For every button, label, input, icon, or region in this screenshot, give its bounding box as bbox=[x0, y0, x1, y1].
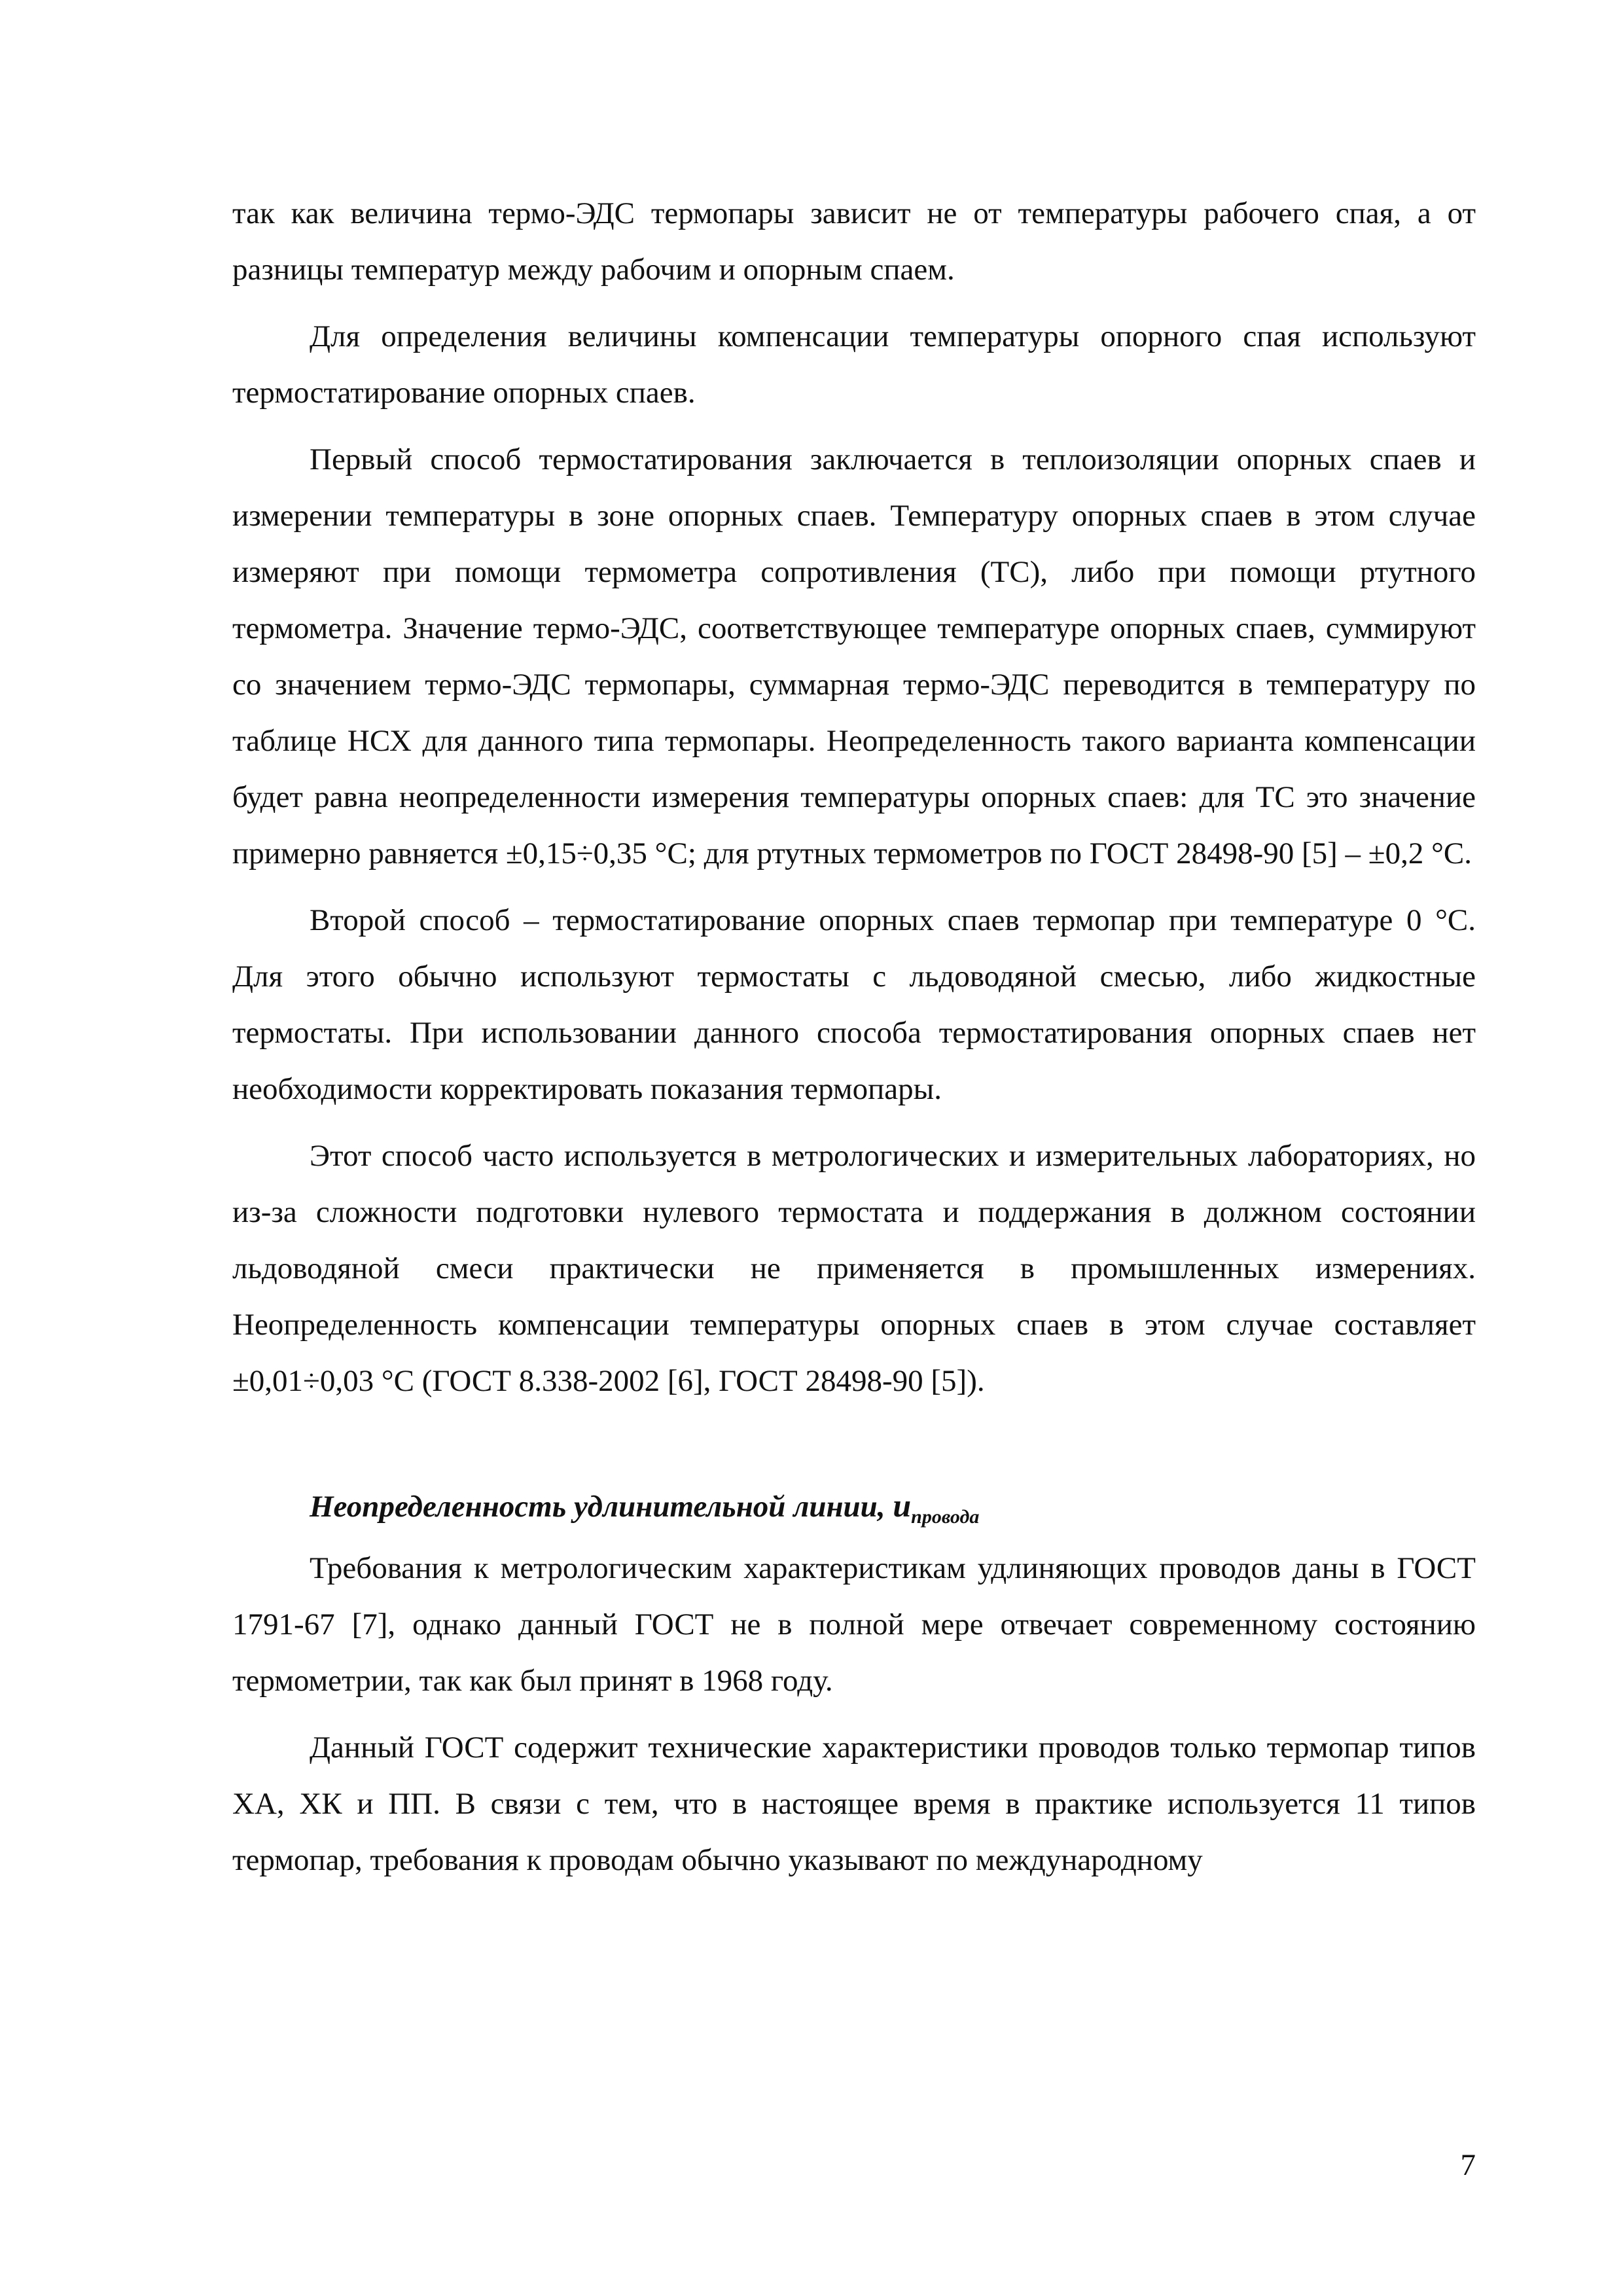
paragraph-second-method: Второй способ – термостатирование опорных спаев термопар при температуре 0 °С. Для этого обычно используют термостаты с льдоводяной смесью, либо жидкостные термостаты. При использовании данного способа термостатирования опорных спаев нет необходимости корректировать показания термопары. bbox=[232, 903, 1476, 1106]
heading-subscript: провода bbox=[911, 1506, 980, 1528]
paragraph-thermocouple-types: Данный ГОСТ содержит технические характеристики проводов только термопар типов ХА, ХК и ПП. В связи с тем, что в настоящее время в практике используется 11 типов термопар, требования к проводам обычно указывают по международному bbox=[232, 1731, 1476, 1877]
paragraph-continuation: так как величина термо-ЭДС термопары зависит не от температуры рабочего спая, а от разницы температур между рабочим и опорным спаем. bbox=[232, 196, 1476, 287]
section-heading-text: Неопределенность удлинительной линии, bbox=[310, 1490, 893, 1524]
page-number: 7 bbox=[1460, 2148, 1476, 2182]
section-heading bbox=[232, 1477, 1476, 1535]
paragraph-first-method: Первый способ термостатирования заключается в теплоизоляции опорных спаев и измерении температуры в зоне опорных спаев. Температуру опорных спаев в этом случае измеряют при помощи термометра сопротивления (ТС), либо при помощи ртутного термометра. Значение термо-ЭДС, соответствующее температуре опорных спаев, суммируют со значением термо-ЭДС термопары, суммарная термо-ЭДС переводится в температуру по таблице НСХ для данного типа термопары. Неопределенность такого варианта компенсации будет равна неопределенности измерения температуры опорных спаев: для ТС это значение примерно равняется ±0,15÷0,35 °С; для ртутных термометров по ГОСТ 28498-90 [5] – ±0,2 °С. bbox=[232, 442, 1476, 870]
paragraph-compensation: Для определения величины компенсации температуры опорного спая используют термостатирование опорных спаев. bbox=[232, 319, 1476, 410]
heading-variable: u bbox=[893, 1487, 912, 1524]
paragraph-gost-requirements: Требования к метрологическим характеристикам удлиняющих проводов даны в ГОСТ 1791-67 [7], однако данный ГОСТ не в полной мере отвечает современному состоянию термометрии, так как был принят в 1968 году. bbox=[232, 1551, 1476, 1698]
paragraph-lab-usage: Этот способ часто используется в метрологических и измерительных лабораториях, но из-за сложности подготовки нулевого термостата и поддержания в должном состоянии льдоводяной смеси практически не применяется в промышленных измерениях. Неопределенность компенсации температуры опорных спаев в этом случае составляет ±0,01÷0,03 °С (ГОСТ 8.338-2002 [6], ГОСТ 28498-90 [5]). bbox=[232, 1139, 1476, 1398]
page-body bbox=[232, 185, 1476, 1899]
